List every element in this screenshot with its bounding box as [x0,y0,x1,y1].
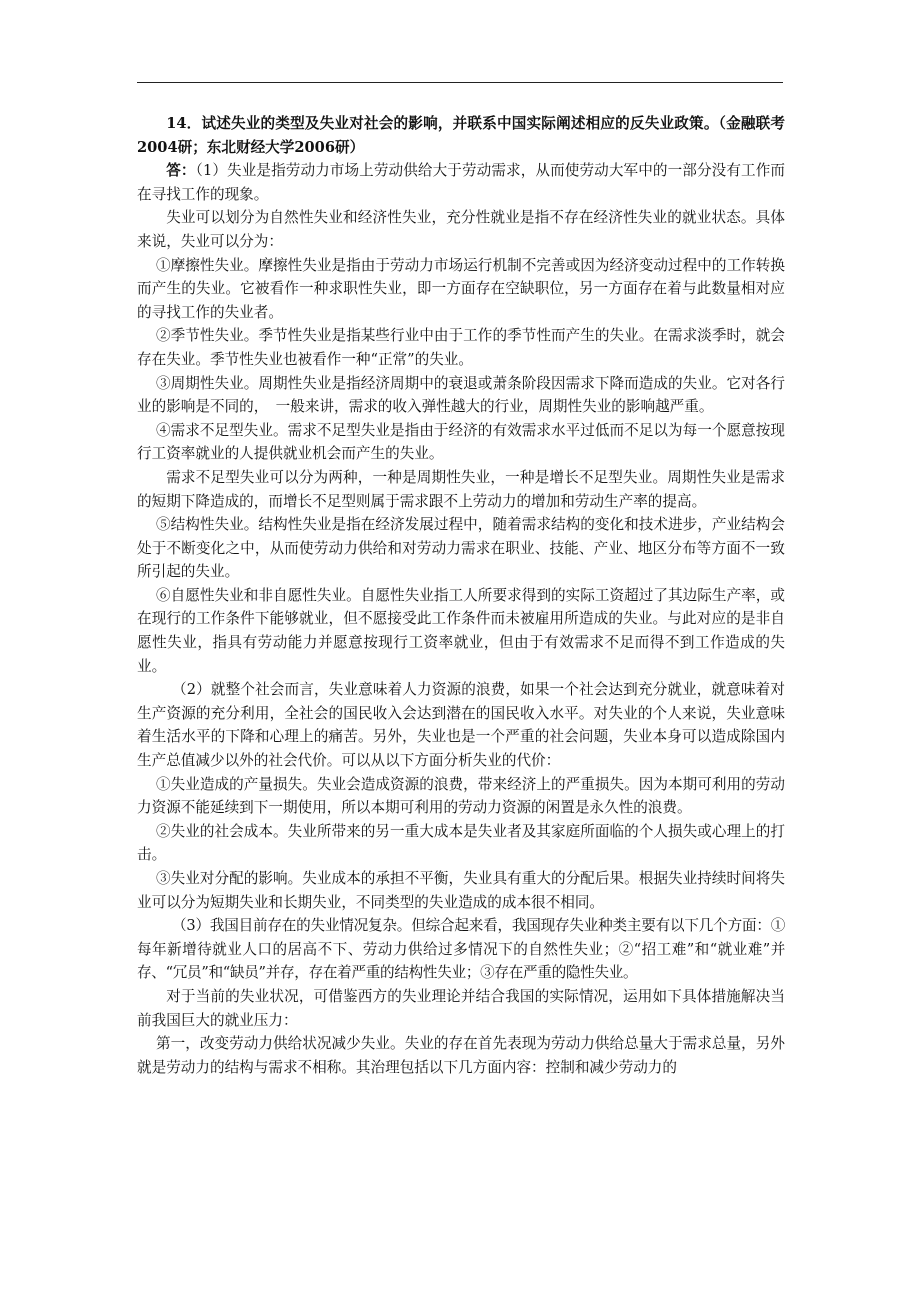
answer-paragraph-2: 失业可以划分为自然性失业和经济性失业，充分性就业是指不存在经济性失业的就业状态。具体来说，失业可以分为： [137,209,785,250]
answer-paragraph-3: ①摩擦性失业。摩擦性失业是指由于劳动力市场运行机制不完善或因为经济变动过程中的工作转换而产生的失业。它被看作一种求职性失业，即一方面存在空缺职位，另一方面存在着与此数量相对应的寻找工作的失业者。 [137,256,785,321]
answer-paragraph-11: ①失业造成的产量损失。失业会造成资源的浪费，带来经济上的严重损失。因为本期可利用的劳动力资源不能延续到下一期使用，所以本期可利用的劳动力资源的闲置是永久性的浪费。 [137,775,785,817]
answer-paragraph-5: ③周期性失业。周期性失业是指经济周期中的衰退或萧条阶段因需求下降而造成的失业。它对各行业的影响是不同的， 一般来讲，需求的收入弹性越大的行业，周期性失业的影响越严重。 [137,374,785,416]
answer-paragraph-14: （3）我国目前存在的失业情况复杂。但综合起来看，我国现存失业种类主要有以下几个方面：①每年新增待就业人口的居高不下、劳动力供给过多情况下的自然性失业；②“招工难”和“就业难”并存、“冗员”和“缺员”并存，存在着严重的结构性失业；③存在严重的隐性失业。 [137,917,785,982]
answer-paragraph-9: ⑥自愿性失业和非自愿性失业。自愿性失业指工人所要求得到的实际工资超过了其边际生产率，或在现行的工作条件下能够就业，但不愿接受此工作条件而未被雇用所造成的失业。与此对应的是非自愿性失业，指具有劳动能力并愿意按现行工资率就业，但由于有效需求不足而得不到工作造成的失业。 [137,586,785,675]
answer-paragraph-4: ②季节性失业。季节性失业是指某些行业中由于工作的季节性而产生的失业。在需求淡季时，就会存在失业。季节性失业也被看作一种“正常”的失业。 [137,327,785,368]
document-body [137,112,785,1079]
question-title: 14．试述失业的类型及失业对社会的影响，并联系中国实际阐述相应的反失业政策。（金融联考2004研；东北财经大学2006研） [137,115,785,156]
answer-paragraph-15: 对于当前的失业状况，可借鉴西方的失业理论并结合我国的实际情况，运用如下具体措施解决当前我国巨大的就业压力： [137,987,785,1029]
header-rule [137,82,783,83]
answer-paragraph-12: ②失业的社会成本。失业所带来的另一重大成本是失业者及其家庭所面临的个人损失或心理上的打击。 [137,822,785,864]
answer-paragraph-1: 答：（1）失业是指劳动力市场上劳动供给大于劳动需求，从而使劳动大军中的一部分没有工作而在寻找工作的现象。 [137,162,785,203]
answer-paragraph-13: ③失业对分配的影响。失业成本的承担不平衡，失业具有重大的分配后果。根据失业持续时间将失业可以分为短期失业和长期失业，不同类型的失业造成的成本很不相同。 [137,870,785,911]
answer-paragraph-10: （2）就整个社会而言，失业意味着人力资源的浪费，如果一个社会达到充分就业，就意味着对生产资源的充分利用，全社会的国民收入会达到潜在的国民收入水平。对失业的个人来说，失业意味着生活水平的下降和心理上的痛苦。另外，失业也是一个严重的社会问题，失业本身可以造成除国内生产总值减少以外的社会代价。可以从以下方面分析失业的代价： [137,681,785,770]
answer-label: 答： [166,162,196,180]
answer-paragraph-7: 需求不足型失业可以分为两种，一种是周期性失业，一种是增长不足型失业。周期性失业是需求的短期下降造成的，而增长不足型则属于需求跟不上劳动力的增加和劳动生产率的提高。 [137,468,785,510]
answer-paragraph-8: ⑤结构性失业。结构性失业是指在经济发展过程中，随着需求结构的变化和技术进步，产业结构会处于不断变化之中，从而使劳动力供给和对劳动力需求在职业、技能、产业、地区分布等方面不一致所引起的失业。 [137,516,785,581]
answer-paragraph-6: ④需求不足型失业。需求不足型失业是指由于经济的有效需求水平过低而不足以为每一个愿意按现行工资率就业的人提供就业机会而产生的失业。 [137,421,785,463]
answer-paragraph-16: 第一，改变劳动力供给状况减少失业。失业的存在首先表现为劳动力供给总量大于需求总量，另外就是劳动力的结构与需求不相称。其治理包括以下几方面内容：控制和减少劳动力的 [137,1035,785,1076]
